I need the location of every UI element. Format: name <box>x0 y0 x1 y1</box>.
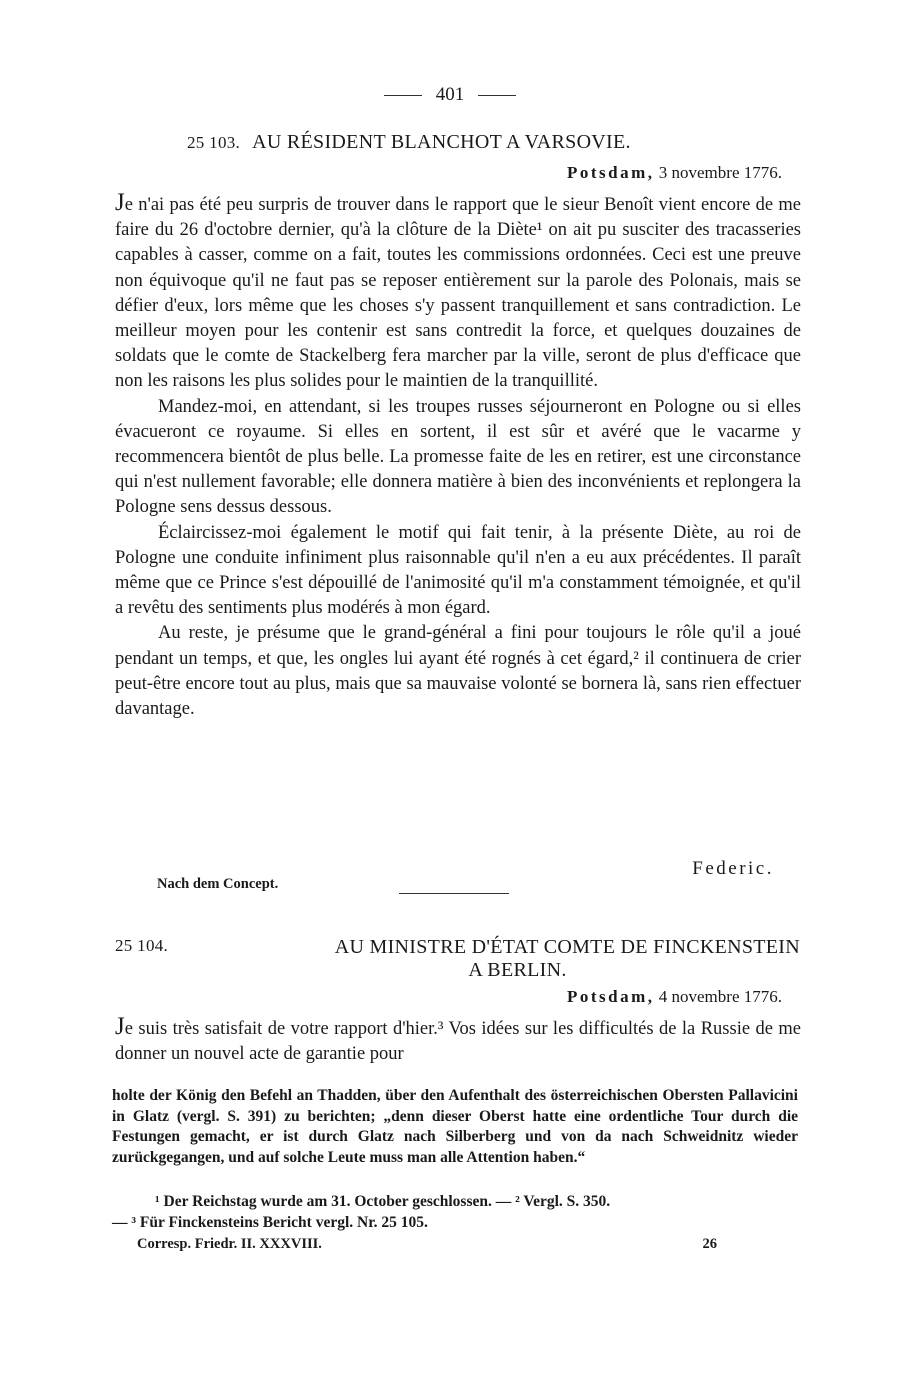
footnote-line-2: — ³ Für Finckensteins Bericht vergl. Nr. 25 105. <box>112 1214 428 1231</box>
letter-1-dropcap: J <box>115 189 125 216</box>
section-separator <box>399 893 509 894</box>
letter-1-source-note: Nach dem Concept. <box>157 876 279 892</box>
letter-2-title-line-2: A BERLIN. <box>468 959 567 981</box>
continued-note <box>112 1086 798 1168</box>
letter-1-date: 3 novembre 1776. <box>658 163 782 182</box>
letter-2-title-line-1: AU MINISTRE D'ÉTAT COMTE DE FINCKENSTEIN <box>334 936 800 958</box>
footer-citation: Corresp. Friedr. II. XXXVIII. <box>137 1236 322 1252</box>
page-number: 401 <box>435 84 465 105</box>
letter-2-paragraph-1 <box>115 1014 801 1067</box>
signature-mark: 26 <box>702 1236 717 1252</box>
letter-1-body <box>115 190 801 722</box>
letter-2-dateline <box>567 987 782 1007</box>
letter-2-body <box>115 1014 801 1067</box>
letter-1-paragraph-4: Au reste, je présume que le grand-général a fini pour toujours le rôle qu'il a joué pendant un temps, et que, les ongles lui ayant été rognés à cet égard,² il continuera de crier peut-être encore tout au plus, mais que sa mauvaise volonté se bornera là, sans rien effectuer davantage. <box>115 623 801 720</box>
header-rule-left <box>384 95 422 96</box>
letter-2-heading <box>115 936 800 982</box>
footnote-line-1: ¹ Der Reichstag wurde am 31. October geschlossen. — ² Vergl. S. 350. <box>155 1193 611 1210</box>
footnotes <box>112 1191 798 1233</box>
letter-1-place: Potsdam, <box>566 163 655 182</box>
letter-2-number: 25 104. <box>115 936 169 955</box>
letter-2-place: Potsdam, <box>566 987 655 1006</box>
continued-note-text: holte der König den Befehl an Thadden, über den Aufenthalt des österreichischen Obersten Pallavicini in Glatz (vergl. S. 391) zu berichten; „denn dieser Oberst hatte eine ordentliche Tour durch die Festungen gemacht, er ist durch Glatz nach Silberberg und von da nach Schweidnitz wieder zurückgegangen, und auf solche Leute muss man alle Attention haben.“ <box>112 1087 798 1166</box>
letter-1-paragraph-3: Éclaircissez-moi également le motif qui fait tenir, à la présente Diète, au roi de Pologne une conduite infiniment plus raisonnable qu'il n'en a eu aux précédentes. Il paraît même que ce Prince s'est dépouillé de l'animosité qu'il m'a constamment témoignée, et qu'il a revêtu des sentiments plus modérés à mon égard. <box>115 522 801 619</box>
page-header <box>0 84 900 106</box>
letter-1-paragraph-2: Mandez-moi, en attendant, si les troupes russes séjourneront en Pologne ou si elles évacueront ce royaume. Si elles en sortent, il est sûr et avéré que le vacarme y recommencera bientôt de plus belle. La promesse faite de les en retirer, est une circonstance qui n'est nullement favorable; elle donnera matière à bien des inconvénients et replongera la Pologne sens dessus dessous. <box>115 396 801 518</box>
letter-1-title: AU RÉSIDENT BLANCHOT A VARSOVIE. <box>252 131 631 153</box>
letter-1-dateline <box>567 163 782 183</box>
letter-1-number: 25 103. <box>187 133 241 152</box>
letter-1-paragraph-1 <box>115 190 801 395</box>
letter-2-dropcap: J <box>115 1013 125 1040</box>
letter-1-paragraph-1-text: e n'ai pas été peu surpris de trouver dans le rapport que le sieur Benoît vient encore de me faire du 26 d'octobre dernier, qu'à la clôture de la Diète¹ on ait pu susciter des tracasseries capables à casser, comme on a fait, toutes les commissions ordonnées. Ceci est une preuve non équivoque qu'il ne faut pas se reposer entièrement sur la parole des Polonais, mais se défier d'eux, lors même que les choses s'y passent tranquillement et sans contradiction. Le meilleur moyen pour les contenir est sans contredit la force, et quelques douzaines de soldats que le comte de Stackelberg fera marcher par la ville, seront de plus d'efficace que non les raisons les plus solides pour le maintien de la tranquillité. <box>115 195 801 392</box>
letter-1-heading <box>115 131 800 154</box>
letter-2-date: 4 novembre 1776. <box>658 987 782 1006</box>
letter-2-paragraph-1-text: e suis très satisfait de votre rapport d'hier.³ Vos idées sur les difficultés de la Russie de me donner un nouvel acte de garantie pour <box>115 1019 801 1065</box>
page-footer <box>137 1236 717 1253</box>
letter-1-signature: Federic. <box>692 858 774 879</box>
header-rule-right <box>478 95 516 96</box>
